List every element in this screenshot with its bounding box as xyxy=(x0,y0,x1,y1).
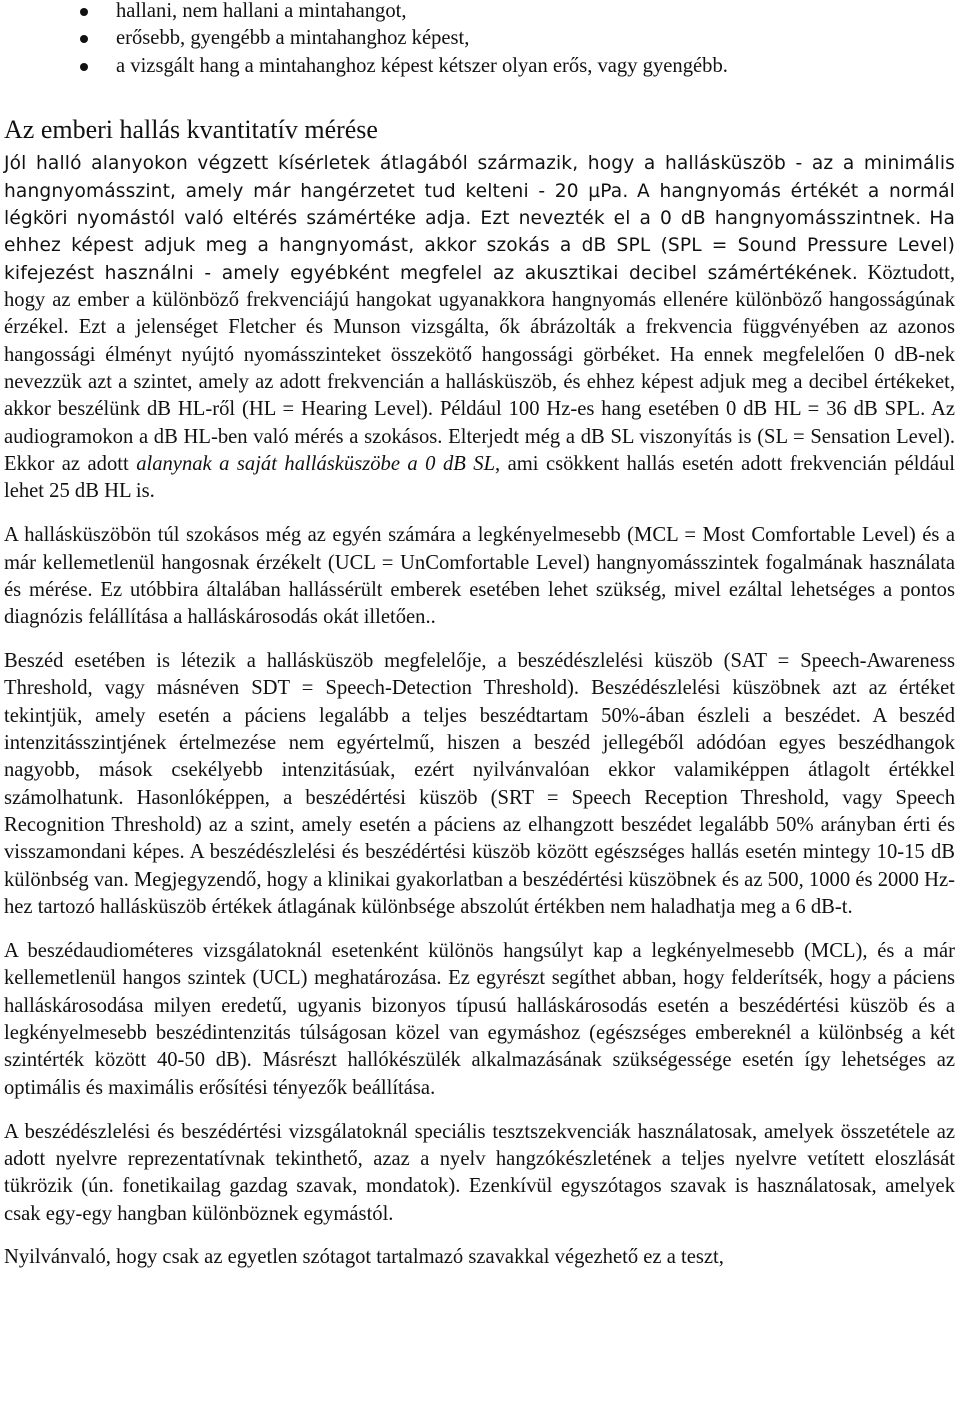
bullet-text: hallani, nem hallani a mintahangot, xyxy=(116,0,407,22)
paragraph-speech-audiometry: A beszédaudiométeres vizsgálatoknál esetenként különös hangsúlyt kap a legkényelmesebb (MCL), és a már kellemetlenül hangos szintek (UCL) meghatározása. Ez egyrészt segíthet abban, hogy felderítsék, hogy a páciens halláskárosodása milyen eredetű, ugyanis bizonyos típusú halláskárosodás esetén a beszédértési küszöb és a legkényelmesebb beszédintenzitás túlságosan közel van egymáshoz (egészséges embereknél a különbség a két szintérték között 40-50 dB). Másrészt hallókészülék alkalmazásának szükségessége esetén így lehetséges az optimális és maximális erősítési tényezők beállítása. xyxy=(4,940,955,1099)
bullet-text: erősebb, gyengébb a mintahanghoz képest, xyxy=(116,27,470,50)
paragraph-sentence: Ha ehhez képest adjuk meg a hangnyomást, akkor szokás a dB SPL (SPL = Sound Pressure Level) xyxy=(4,207,955,257)
bullet-icon xyxy=(80,63,88,71)
paragraph-test-sequences: A beszédészlelési és beszédértési vizsgálatoknál speciális tesztszekvenciák használatosak, amelyek összetétele az adott nyelvre reprezentatívnak tekinthető, azaz a nyelv hangzókészletének a teljes nyelvre vetített eloszlását tükrözik (ún. fonetikailag gazdag szavak, mondatok). Ezenkívül egyszótagos szavak is használatosak, amelyek csak egy-egy hangban különböznek egymástól. xyxy=(4,1120,955,1225)
paragraph-sentence: Jól halló alanyokon végzett kísérletek átlagából származik, hogy a hallásküszöb - az a minimális hangnyomásszint, amely már hangérzetet tud kelteni - 20 µPa. xyxy=(4,153,955,202)
paragraph-sentence: A hangnyomás értékét a normál légköri nyomástól való eltérés számértéke adja. Ezt nevezték el a 0 dB hangnyomásszintnek. xyxy=(4,180,956,229)
paragraph-sentence: Köztudott, hogy az ember a különböző frekvenciájú hangokat ugyanakkora hangnyomás ellenére különböző hangosságúnak érzékel. Ezt a jelenséget Fletcher és Munson vizsgálta, ők ábrázolták a frekvencia függvényében az azonos hangossági élményt nyújtó nyomásszinteket összekötő hangossági görbéket. Ha ennek megfelelően 0 dB-nek nevezzük azt a szintet, amely az adott frekvencián a hallásküszöb, és ehhez képest adjuk meg a decibel értékeket, akkor beszélünk dB HL-ről (HL = Hearing Level). Például 100 Hz-es hang esetében 0 dB HL = 36 dB SPL. Az audiogramokon a dB HL-ben való mérés a szokásos. Elterjedt még a dB SL viszonyítás is (SL = Sensation Level). Ekkor az adott xyxy=(4,261,955,475)
paragraph-sentence: kifejezést használni - amely egyébként megfelel az akusztikai decibel számértékének. xyxy=(4,262,858,284)
paragraph-monosyllabic: Nyilvánvaló, hogy csak az egyetlen szótagot tartalmazó szavakkal végezhető ez a teszt, xyxy=(4,1246,724,1269)
paragraph-hearing-threshold xyxy=(4,150,955,505)
italic-phrase: alanynak a saját hallásküszöbe a 0 dB SL xyxy=(136,453,496,475)
list-item xyxy=(4,0,955,25)
bullet-icon xyxy=(80,35,88,43)
section-heading: Az emberi hallás kvantitatív mérése xyxy=(4,115,378,145)
list-item xyxy=(4,25,955,52)
list-item xyxy=(4,53,955,80)
bullet-icon xyxy=(80,8,88,16)
bullet-text: a vizsgált hang a mintahanghoz képest kétszer olyan erős, vagy gyengébb. xyxy=(116,54,728,77)
paragraph-mcl-ucl: A hallásküszöbön túl szokásos még az egyén számára a legkényelmesebb (MCL = Most Comfortable Level) és a már kellemetlenül hangosnak érzékelt (UCL = UnComfortable Level) hangnyomásszintek fogalmának használata és mérése. Ez utóbbira általában hallássérült emberek esetében lehet szükség, mivel ezáltal lehetséges a pontos diagnózis felállítása a halláskárosodás okát illetően.. xyxy=(4,524,955,629)
paragraph-speech-threshold: Beszéd esetében is létezik a hallásküszöb megfelelője, a beszédészlelési küszöb (SAT = Speech-Awareness Threshold, vagy másnéven SDT = Speech-Detection Threshold). Beszédészlelési küszöbnek azt az értéket tekintjük, amely esetén a páciens legalább a teljes beszédtartam 50%-ában észleli a beszédet. A beszéd intenzitásszintjének értelmezése nem egyértelmű, hiszen a beszéd jellegéből adódóan egyes beszédhangok nagyobb, mások csekélyebb intenzitásúak, ezért nyilvánvalóan ekkor valamiképpen átlagolt értékkel számolhatunk. Hasonlóképpen, a beszédértési küszöb (SRT = Speech Reception Threshold, vagy Speech Recognition Threshold) az a szint, amely esetén a páciens az elhangzott beszédet legalább 50% arányban érti és visszamondani képes. A beszédészlelési és beszédértési küszöb között egészséges hallás esetén mintegy 10-15 dB különbség van. Megjegyzendő, hogy a klinikai gyakorlatban a beszédértési küszöbnek és az 500, 1000 és 2000 Hz-hez tartozó hallásküszöb értékek átlagának különbsége abszolút értékben nem haladhatja meg a 6 dB-t. xyxy=(4,650,955,919)
paragraph-sentence: , ami csökkent hallás esetén adott frekvencián például lehet 25 dB HL is. xyxy=(4,453,955,503)
bullet-list xyxy=(4,0,955,80)
